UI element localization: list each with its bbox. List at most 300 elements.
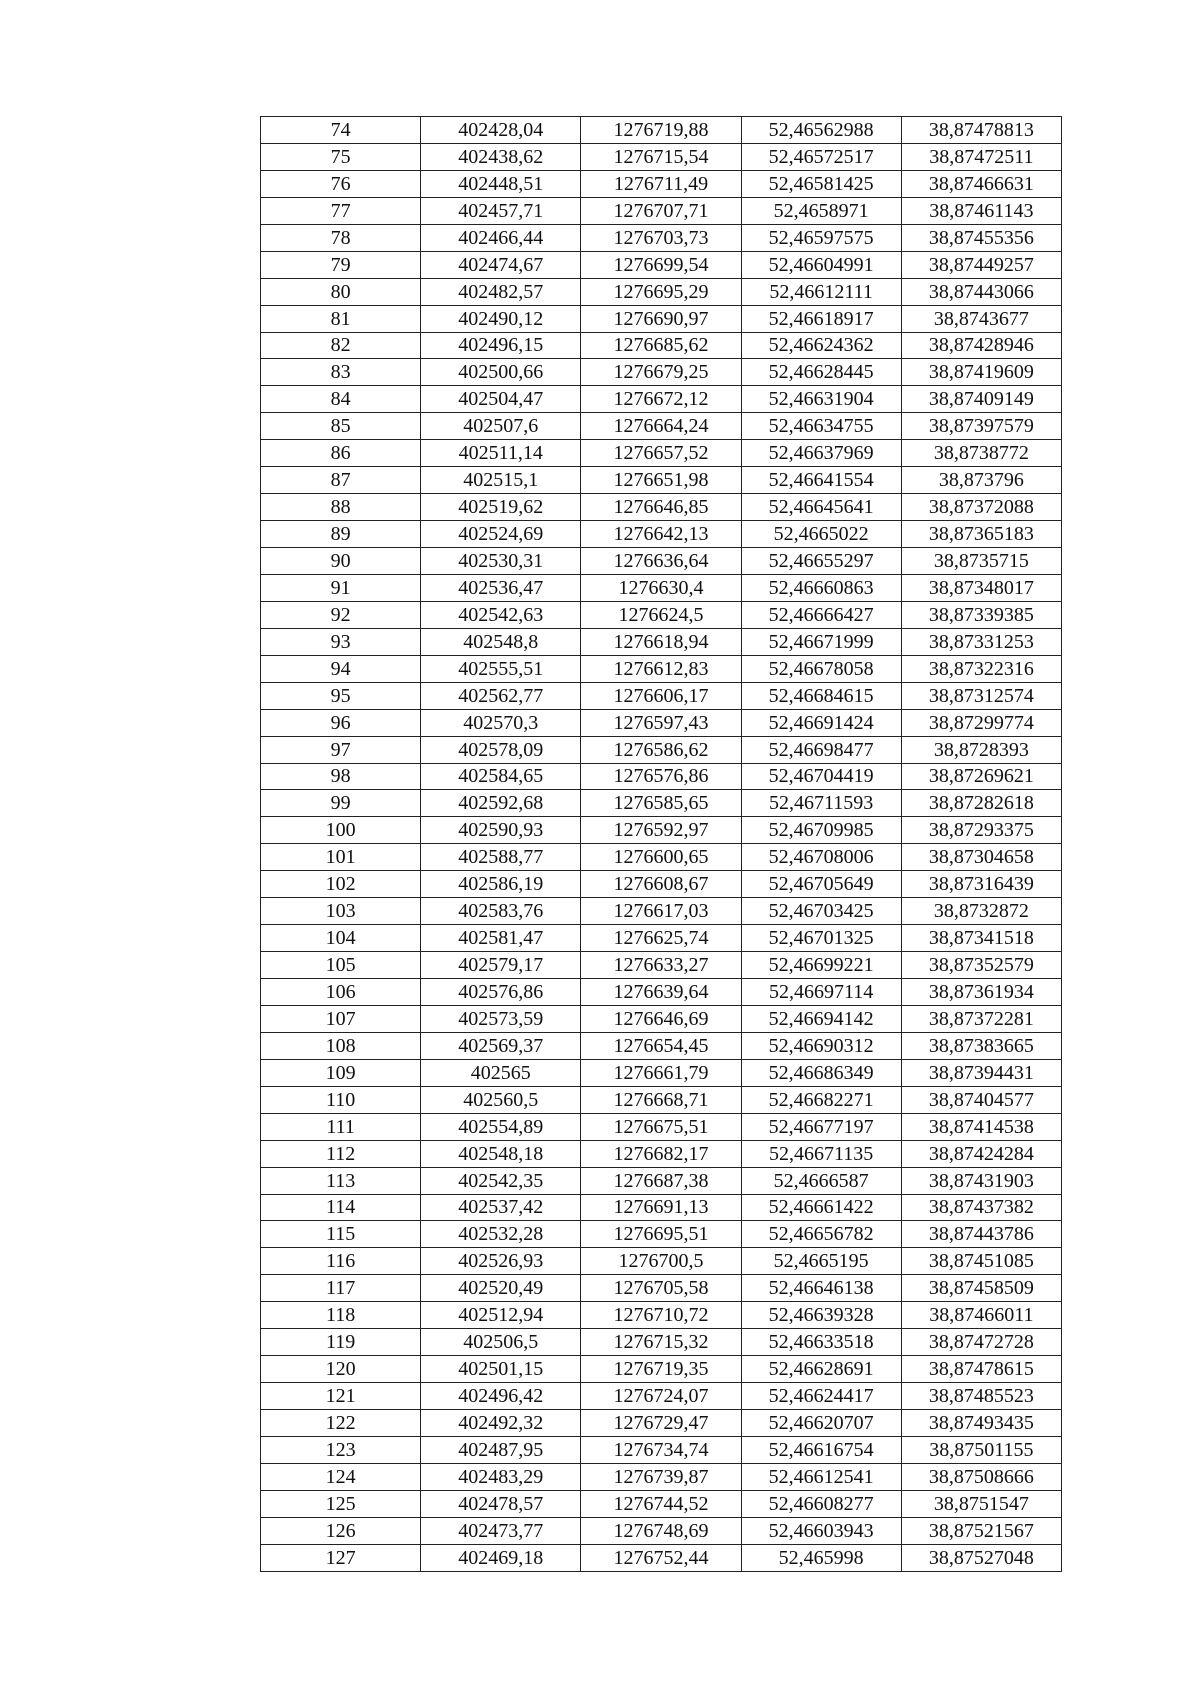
longitude-cell: 38,87365183: [901, 521, 1061, 548]
x-coordinate-cell: 402448,51: [421, 170, 581, 197]
longitude-cell: 38,87501155: [901, 1436, 1061, 1463]
table-row: [261, 871, 1062, 898]
point-number-cell: 92: [261, 601, 421, 628]
y-coordinate-cell: 1276748,69: [581, 1517, 741, 1544]
point-number-cell: 113: [261, 1167, 421, 1194]
table-row: [261, 413, 1062, 440]
longitude-cell: 38,87348017: [901, 574, 1061, 601]
latitude-cell: 52,46612111: [741, 278, 901, 305]
latitude-cell: 52,46639328: [741, 1302, 901, 1329]
y-coordinate-cell: 1276752,44: [581, 1544, 741, 1571]
x-coordinate-cell: 402492,32: [421, 1410, 581, 1437]
point-number-cell: 91: [261, 574, 421, 601]
x-coordinate-cell: 402457,71: [421, 197, 581, 224]
latitude-cell: 52,4666587: [741, 1167, 901, 1194]
latitude-cell: 52,46677197: [741, 1113, 901, 1140]
latitude-cell: 52,46708006: [741, 844, 901, 871]
point-number-cell: 125: [261, 1490, 421, 1517]
y-coordinate-cell: 1276687,38: [581, 1167, 741, 1194]
longitude-cell: 38,87299774: [901, 709, 1061, 736]
y-coordinate-cell: 1276606,17: [581, 682, 741, 709]
x-coordinate-cell: 402555,51: [421, 655, 581, 682]
x-coordinate-cell: 402438,62: [421, 143, 581, 170]
longitude-cell: 38,8738772: [901, 440, 1061, 467]
x-coordinate-cell: 402583,76: [421, 898, 581, 925]
table-row: [261, 143, 1062, 170]
point-number-cell: 82: [261, 332, 421, 359]
table-row: [261, 251, 1062, 278]
table-row: [261, 1248, 1062, 1275]
table-row: [261, 601, 1062, 628]
table-row: [261, 224, 1062, 251]
y-coordinate-cell: 1276630,4: [581, 574, 741, 601]
x-coordinate-cell: 402532,28: [421, 1221, 581, 1248]
latitude-cell: 52,46656782: [741, 1221, 901, 1248]
x-coordinate-cell: 402466,44: [421, 224, 581, 251]
x-coordinate-cell: 402526,93: [421, 1248, 581, 1275]
point-number-cell: 103: [261, 898, 421, 925]
longitude-cell: 38,87466011: [901, 1302, 1061, 1329]
latitude-cell: 52,46581425: [741, 170, 901, 197]
x-coordinate-cell: 402474,67: [421, 251, 581, 278]
x-coordinate-cell: 402588,77: [421, 844, 581, 871]
point-number-cell: 111: [261, 1113, 421, 1140]
x-coordinate-cell: 402428,04: [421, 117, 581, 144]
x-coordinate-cell: 402584,65: [421, 763, 581, 790]
latitude-cell: 52,46628445: [741, 359, 901, 386]
latitude-cell: 52,46697114: [741, 979, 901, 1006]
latitude-cell: 52,46666427: [741, 601, 901, 628]
y-coordinate-cell: 1276651,98: [581, 467, 741, 494]
latitude-cell: 52,46637969: [741, 440, 901, 467]
x-coordinate-cell: 402487,95: [421, 1436, 581, 1463]
longitude-cell: 38,87361934: [901, 979, 1061, 1006]
coordinates-table: [260, 116, 1062, 1572]
y-coordinate-cell: 1276707,71: [581, 197, 741, 224]
point-number-cell: 122: [261, 1410, 421, 1437]
y-coordinate-cell: 1276705,58: [581, 1275, 741, 1302]
x-coordinate-cell: 402542,35: [421, 1167, 581, 1194]
table-row: [261, 1410, 1062, 1437]
longitude-cell: 38,87316439: [901, 871, 1061, 898]
longitude-cell: 38,8735715: [901, 548, 1061, 575]
point-number-cell: 107: [261, 1005, 421, 1032]
latitude-cell: 52,46709985: [741, 817, 901, 844]
point-number-cell: 118: [261, 1302, 421, 1329]
longitude-cell: 38,87312574: [901, 682, 1061, 709]
table-row: [261, 1383, 1062, 1410]
y-coordinate-cell: 1276576,86: [581, 763, 741, 790]
table-row: [261, 979, 1062, 1006]
latitude-cell: 52,46691424: [741, 709, 901, 736]
longitude-cell: 38,87419609: [901, 359, 1061, 386]
latitude-cell: 52,46701325: [741, 925, 901, 952]
latitude-cell: 52,46686349: [741, 1059, 901, 1086]
y-coordinate-cell: 1276682,17: [581, 1140, 741, 1167]
point-number-cell: 96: [261, 709, 421, 736]
table-row: [261, 359, 1062, 386]
table-row: [261, 1463, 1062, 1490]
point-number-cell: 119: [261, 1329, 421, 1356]
latitude-cell: 52,46612541: [741, 1463, 901, 1490]
longitude-cell: 38,87431903: [901, 1167, 1061, 1194]
latitude-cell: 52,46597575: [741, 224, 901, 251]
longitude-cell: 38,87485523: [901, 1383, 1061, 1410]
longitude-cell: 38,87409149: [901, 386, 1061, 413]
table-row: [261, 305, 1062, 332]
longitude-cell: 38,87458509: [901, 1275, 1061, 1302]
table-row: [261, 1113, 1062, 1140]
longitude-cell: 38,87443066: [901, 278, 1061, 305]
latitude-cell: 52,4665195: [741, 1248, 901, 1275]
table-row: [261, 494, 1062, 521]
y-coordinate-cell: 1276624,5: [581, 601, 741, 628]
y-coordinate-cell: 1276618,94: [581, 628, 741, 655]
y-coordinate-cell: 1276646,85: [581, 494, 741, 521]
longitude-cell: 38,8728393: [901, 736, 1061, 763]
y-coordinate-cell: 1276734,74: [581, 1436, 741, 1463]
point-number-cell: 83: [261, 359, 421, 386]
x-coordinate-cell: 402530,31: [421, 548, 581, 575]
y-coordinate-cell: 1276672,12: [581, 386, 741, 413]
point-number-cell: 123: [261, 1436, 421, 1463]
y-coordinate-cell: 1276646,69: [581, 1005, 741, 1032]
y-coordinate-cell: 1276715,54: [581, 143, 741, 170]
y-coordinate-cell: 1276600,65: [581, 844, 741, 871]
x-coordinate-cell: 402483,29: [421, 1463, 581, 1490]
y-coordinate-cell: 1276700,5: [581, 1248, 741, 1275]
x-coordinate-cell: 402579,17: [421, 952, 581, 979]
point-number-cell: 117: [261, 1275, 421, 1302]
table-row: [261, 817, 1062, 844]
table-row: [261, 117, 1062, 144]
latitude-cell: 52,4658971: [741, 197, 901, 224]
longitude-cell: 38,87341518: [901, 925, 1061, 952]
table-row: [261, 386, 1062, 413]
table-row: [261, 1140, 1062, 1167]
x-coordinate-cell: 402537,42: [421, 1194, 581, 1221]
y-coordinate-cell: 1276654,45: [581, 1032, 741, 1059]
latitude-cell: 52,46690312: [741, 1032, 901, 1059]
y-coordinate-cell: 1276695,29: [581, 278, 741, 305]
longitude-cell: 38,87455356: [901, 224, 1061, 251]
longitude-cell: 38,87414538: [901, 1113, 1061, 1140]
latitude-cell: 52,46671135: [741, 1140, 901, 1167]
point-number-cell: 109: [261, 1059, 421, 1086]
latitude-cell: 52,46603943: [741, 1517, 901, 1544]
y-coordinate-cell: 1276675,51: [581, 1113, 741, 1140]
y-coordinate-cell: 1276617,03: [581, 898, 741, 925]
table-row: [261, 1329, 1062, 1356]
point-number-cell: 100: [261, 817, 421, 844]
table-row: [261, 574, 1062, 601]
x-coordinate-cell: 402562,77: [421, 682, 581, 709]
longitude-cell: 38,87404577: [901, 1086, 1061, 1113]
table-row: [261, 332, 1062, 359]
x-coordinate-cell: 402592,68: [421, 790, 581, 817]
point-number-cell: 80: [261, 278, 421, 305]
table-row: [261, 1544, 1062, 1571]
latitude-cell: 52,4665022: [741, 521, 901, 548]
point-number-cell: 84: [261, 386, 421, 413]
point-number-cell: 102: [261, 871, 421, 898]
longitude-cell: 38,87322316: [901, 655, 1061, 682]
longitude-cell: 38,87383665: [901, 1032, 1061, 1059]
point-number-cell: 110: [261, 1086, 421, 1113]
latitude-cell: 52,46646138: [741, 1275, 901, 1302]
x-coordinate-cell: 402586,19: [421, 871, 581, 898]
longitude-cell: 38,87428946: [901, 332, 1061, 359]
y-coordinate-cell: 1276639,64: [581, 979, 741, 1006]
x-coordinate-cell: 402542,63: [421, 601, 581, 628]
point-number-cell: 75: [261, 143, 421, 170]
latitude-cell: 52,46711593: [741, 790, 901, 817]
longitude-cell: 38,87527048: [901, 1544, 1061, 1571]
y-coordinate-cell: 1276729,47: [581, 1410, 741, 1437]
x-coordinate-cell: 402500,66: [421, 359, 581, 386]
table-row: [261, 1221, 1062, 1248]
table-row: [261, 1194, 1062, 1221]
point-number-cell: 79: [261, 251, 421, 278]
y-coordinate-cell: 1276636,64: [581, 548, 741, 575]
longitude-cell: 38,87437382: [901, 1194, 1061, 1221]
point-number-cell: 121: [261, 1383, 421, 1410]
latitude-cell: 52,465998: [741, 1544, 901, 1571]
x-coordinate-cell: 402560,5: [421, 1086, 581, 1113]
latitude-cell: 52,46616754: [741, 1436, 901, 1463]
x-coordinate-cell: 402524,69: [421, 521, 581, 548]
latitude-cell: 52,46624362: [741, 332, 901, 359]
table-row: [261, 655, 1062, 682]
x-coordinate-cell: 402578,09: [421, 736, 581, 763]
longitude-cell: 38,87478813: [901, 117, 1061, 144]
table-row: [261, 1032, 1062, 1059]
y-coordinate-cell: 1276744,52: [581, 1490, 741, 1517]
longitude-cell: 38,87472511: [901, 143, 1061, 170]
longitude-cell: 38,87449257: [901, 251, 1061, 278]
y-coordinate-cell: 1276690,97: [581, 305, 741, 332]
point-number-cell: 90: [261, 548, 421, 575]
y-coordinate-cell: 1276633,27: [581, 952, 741, 979]
y-coordinate-cell: 1276703,73: [581, 224, 741, 251]
y-coordinate-cell: 1276592,97: [581, 817, 741, 844]
y-coordinate-cell: 1276691,13: [581, 1194, 741, 1221]
table-row: [261, 1086, 1062, 1113]
y-coordinate-cell: 1276719,88: [581, 117, 741, 144]
x-coordinate-cell: 402504,47: [421, 386, 581, 413]
longitude-cell: 38,8743677: [901, 305, 1061, 332]
x-coordinate-cell: 402501,15: [421, 1356, 581, 1383]
latitude-cell: 52,46661422: [741, 1194, 901, 1221]
latitude-cell: 52,46660863: [741, 574, 901, 601]
y-coordinate-cell: 1276699,54: [581, 251, 741, 278]
x-coordinate-cell: 402581,47: [421, 925, 581, 952]
point-number-cell: 88: [261, 494, 421, 521]
x-coordinate-cell: 402548,8: [421, 628, 581, 655]
latitude-cell: 52,46671999: [741, 628, 901, 655]
longitude-cell: 38,87372088: [901, 494, 1061, 521]
latitude-cell: 52,46655297: [741, 548, 901, 575]
longitude-cell: 38,8732872: [901, 898, 1061, 925]
latitude-cell: 52,46634755: [741, 413, 901, 440]
y-coordinate-cell: 1276719,35: [581, 1356, 741, 1383]
y-coordinate-cell: 1276664,24: [581, 413, 741, 440]
table-row: [261, 278, 1062, 305]
x-coordinate-cell: 402573,59: [421, 1005, 581, 1032]
point-number-cell: 95: [261, 682, 421, 709]
point-number-cell: 115: [261, 1221, 421, 1248]
point-number-cell: 99: [261, 790, 421, 817]
latitude-cell: 52,46604991: [741, 251, 901, 278]
longitude-cell: 38,87461143: [901, 197, 1061, 224]
table-row: [261, 709, 1062, 736]
latitude-cell: 52,46641554: [741, 467, 901, 494]
table-row: [261, 1167, 1062, 1194]
x-coordinate-cell: 402478,57: [421, 1490, 581, 1517]
point-number-cell: 114: [261, 1194, 421, 1221]
longitude-cell: 38,87339385: [901, 601, 1061, 628]
y-coordinate-cell: 1276661,79: [581, 1059, 741, 1086]
y-coordinate-cell: 1276657,52: [581, 440, 741, 467]
latitude-cell: 52,46628691: [741, 1356, 901, 1383]
table-row: [261, 736, 1062, 763]
point-number-cell: 89: [261, 521, 421, 548]
latitude-cell: 52,46631904: [741, 386, 901, 413]
point-number-cell: 87: [261, 467, 421, 494]
longitude-cell: 38,87282618: [901, 790, 1061, 817]
x-coordinate-cell: 402482,57: [421, 278, 581, 305]
latitude-cell: 52,46572517: [741, 143, 901, 170]
longitude-cell: 38,87478615: [901, 1356, 1061, 1383]
point-number-cell: 108: [261, 1032, 421, 1059]
x-coordinate-cell: 402554,89: [421, 1113, 581, 1140]
point-number-cell: 76: [261, 170, 421, 197]
point-number-cell: 104: [261, 925, 421, 952]
y-coordinate-cell: 1276585,65: [581, 790, 741, 817]
point-number-cell: 77: [261, 197, 421, 224]
point-number-cell: 86: [261, 440, 421, 467]
longitude-cell: 38,87269621: [901, 763, 1061, 790]
point-number-cell: 78: [261, 224, 421, 251]
table-row: [261, 790, 1062, 817]
x-coordinate-cell: 402469,18: [421, 1544, 581, 1571]
latitude-cell: 52,46705649: [741, 871, 901, 898]
point-number-cell: 94: [261, 655, 421, 682]
x-coordinate-cell: 402512,94: [421, 1302, 581, 1329]
longitude-cell: 38,87372281: [901, 1005, 1061, 1032]
x-coordinate-cell: 402536,47: [421, 574, 581, 601]
point-number-cell: 93: [261, 628, 421, 655]
longitude-cell: 38,873796: [901, 467, 1061, 494]
point-number-cell: 112: [261, 1140, 421, 1167]
x-coordinate-cell: 402548,18: [421, 1140, 581, 1167]
latitude-cell: 52,46699221: [741, 952, 901, 979]
table-row: [261, 1059, 1062, 1086]
y-coordinate-cell: 1276695,51: [581, 1221, 741, 1248]
longitude-cell: 38,87466631: [901, 170, 1061, 197]
x-coordinate-cell: 402473,77: [421, 1517, 581, 1544]
point-number-cell: 127: [261, 1544, 421, 1571]
table-row: [261, 1302, 1062, 1329]
point-number-cell: 120: [261, 1356, 421, 1383]
longitude-cell: 38,87443786: [901, 1221, 1061, 1248]
y-coordinate-cell: 1276715,32: [581, 1329, 741, 1356]
longitude-cell: 38,87451085: [901, 1248, 1061, 1275]
latitude-cell: 52,46620707: [741, 1410, 901, 1437]
latitude-cell: 52,46704419: [741, 763, 901, 790]
y-coordinate-cell: 1276586,62: [581, 736, 741, 763]
latitude-cell: 52,46678058: [741, 655, 901, 682]
y-coordinate-cell: 1276612,83: [581, 655, 741, 682]
y-coordinate-cell: 1276642,13: [581, 521, 741, 548]
y-coordinate-cell: 1276597,43: [581, 709, 741, 736]
y-coordinate-cell: 1276668,71: [581, 1086, 741, 1113]
latitude-cell: 52,46645641: [741, 494, 901, 521]
table-row: [261, 1005, 1062, 1032]
table-row: [261, 628, 1062, 655]
longitude-cell: 38,87304658: [901, 844, 1061, 871]
x-coordinate-cell: 402520,49: [421, 1275, 581, 1302]
longitude-cell: 38,87331253: [901, 628, 1061, 655]
y-coordinate-cell: 1276685,62: [581, 332, 741, 359]
point-number-cell: 85: [261, 413, 421, 440]
longitude-cell: 38,87508666: [901, 1463, 1061, 1490]
longitude-cell: 38,87521567: [901, 1517, 1061, 1544]
table-row: [261, 898, 1062, 925]
point-number-cell: 105: [261, 952, 421, 979]
latitude-cell: 52,46633518: [741, 1329, 901, 1356]
longitude-cell: 38,87352579: [901, 952, 1061, 979]
point-number-cell: 124: [261, 1463, 421, 1490]
x-coordinate-cell: 402490,12: [421, 305, 581, 332]
table-row: [261, 844, 1062, 871]
latitude-cell: 52,46682271: [741, 1086, 901, 1113]
x-coordinate-cell: 402565: [421, 1059, 581, 1086]
table-row: [261, 1356, 1062, 1383]
x-coordinate-cell: 402576,86: [421, 979, 581, 1006]
table-row: [261, 1436, 1062, 1463]
longitude-cell: 38,87424284: [901, 1140, 1061, 1167]
y-coordinate-cell: 1276608,67: [581, 871, 741, 898]
table-row: [261, 682, 1062, 709]
longitude-cell: 38,87472728: [901, 1329, 1061, 1356]
latitude-cell: 52,46608277: [741, 1490, 901, 1517]
latitude-cell: 52,46618917: [741, 305, 901, 332]
y-coordinate-cell: 1276724,07: [581, 1383, 741, 1410]
x-coordinate-cell: 402496,42: [421, 1383, 581, 1410]
table-row: [261, 1275, 1062, 1302]
x-coordinate-cell: 402507,6: [421, 413, 581, 440]
y-coordinate-cell: 1276711,49: [581, 170, 741, 197]
point-number-cell: 101: [261, 844, 421, 871]
y-coordinate-cell: 1276625,74: [581, 925, 741, 952]
table-row: [261, 952, 1062, 979]
y-coordinate-cell: 1276739,87: [581, 1463, 741, 1490]
point-number-cell: 126: [261, 1517, 421, 1544]
point-number-cell: 74: [261, 117, 421, 144]
x-coordinate-cell: 402590,93: [421, 817, 581, 844]
table-row: [261, 197, 1062, 224]
point-number-cell: 81: [261, 305, 421, 332]
x-coordinate-cell: 402511,14: [421, 440, 581, 467]
latitude-cell: 52,46684615: [741, 682, 901, 709]
x-coordinate-cell: 402515,1: [421, 467, 581, 494]
latitude-cell: 52,46694142: [741, 1005, 901, 1032]
table-row: [261, 763, 1062, 790]
coordinates-table-body: [261, 117, 1062, 1572]
x-coordinate-cell: 402519,62: [421, 494, 581, 521]
table-row: [261, 170, 1062, 197]
